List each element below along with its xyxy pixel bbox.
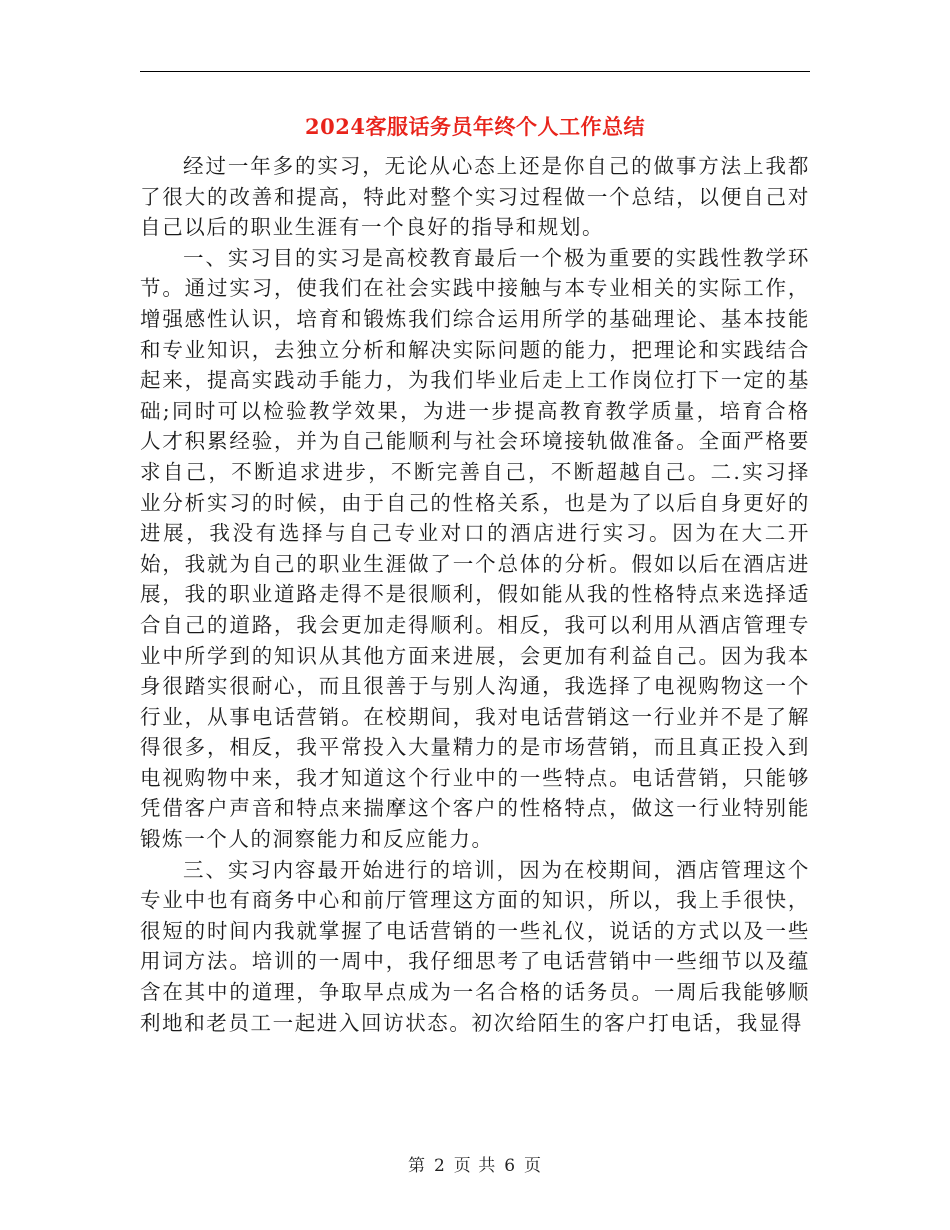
- paragraph-section-1-2: 一、实习目的实习是高校教育最后一个极为重要的实践性教学环节。通过实习，使我们在社会实践中接触与本专业相关的实际工作，增强感性认识，培育和锻炼我们综合运用所学的基础理论、基本技能和专业知识，去独立分析和解决实际问题的能力，把理论和实践结合起来，提高实践动手能力，为我们毕业后走上工作岗位打下一定的基础;同时可以检验教学效果，为进一步提高教育教学质量，培育合格人才积累经验，并为自己能顺利与社会环境接轨做准备。全面严格要求自己，不断追求进步，不断完善自己，不断超越自己。二.实习择业分析实习的时候，由于自己的性格关系，也是为了以后自身更好的进展，我没有选择与自己专业对口的酒店进行实习。因为在大二开始，我就为自己的职业生涯做了一个总体的分析。假如以后在酒店进展，我的职业道路走得不是很顺利，假如能从我的性格特点来选择适合自己的道路，我会更加走得顺利。相反，我可以利用从酒店管理专业中所学到的知识从其他方面来进展，会更加有利益自己。因为我本身很踏实很耐心，而且很善于与别人沟通，我选择了电视购物这一个行业，从事电话营销。在校期间，我对电话营销这一行业并不是了解得很多，相反，我平常投入大量精力的是市场营销，而且真正投入到电视购物中来，我才知道这个行业中的一些特点。电话营销，只能够凭借客户声音和特点来揣摩这个客户的性格特点，做这一行业特别能锻炼一个人的洞察能力和反应能力。: [140, 245, 810, 852]
- footer-page-total: 6: [504, 1156, 517, 1176]
- document-title: 2024客服话务员年终个人工作总结: [305, 114, 645, 139]
- footer-prefix: 第: [407, 1156, 426, 1176]
- footer-page-current: 2: [433, 1156, 446, 1176]
- paragraph-section-3: 三、实习内容最开始进行的培训，因为在校期间，酒店管理这个专业中也有商务中心和前厅管理这方面的知识，所以，我上手很快，很短的时间内我就掌握了电话营销的一些礼仪，说话的方式以及一些用词方法。培训的一周中，我仔细思考了电话营销中一些细节以及蕴含在其中的道理，争取早点成为一名合格的话务员。一周后我能够顺利地和老员工一起进入回访状态。初次给陌生的客户打电话，我显得: [140, 857, 810, 1035]
- page-footer: [0, 1154, 950, 1178]
- document-body: [140, 151, 810, 1038]
- footer-suffix: 页: [524, 1156, 543, 1176]
- footer-mid: 页 共: [453, 1156, 497, 1176]
- paragraph-intro: 经过一年多的实习，无论从心态上还是你自己的做事方法上我都了很大的改善和提高，特此对整个实习过程做一个总结，以便自己对自己以后的职业生涯有一个良好的指导和规划。: [140, 154, 810, 240]
- header-rule: [140, 71, 810, 72]
